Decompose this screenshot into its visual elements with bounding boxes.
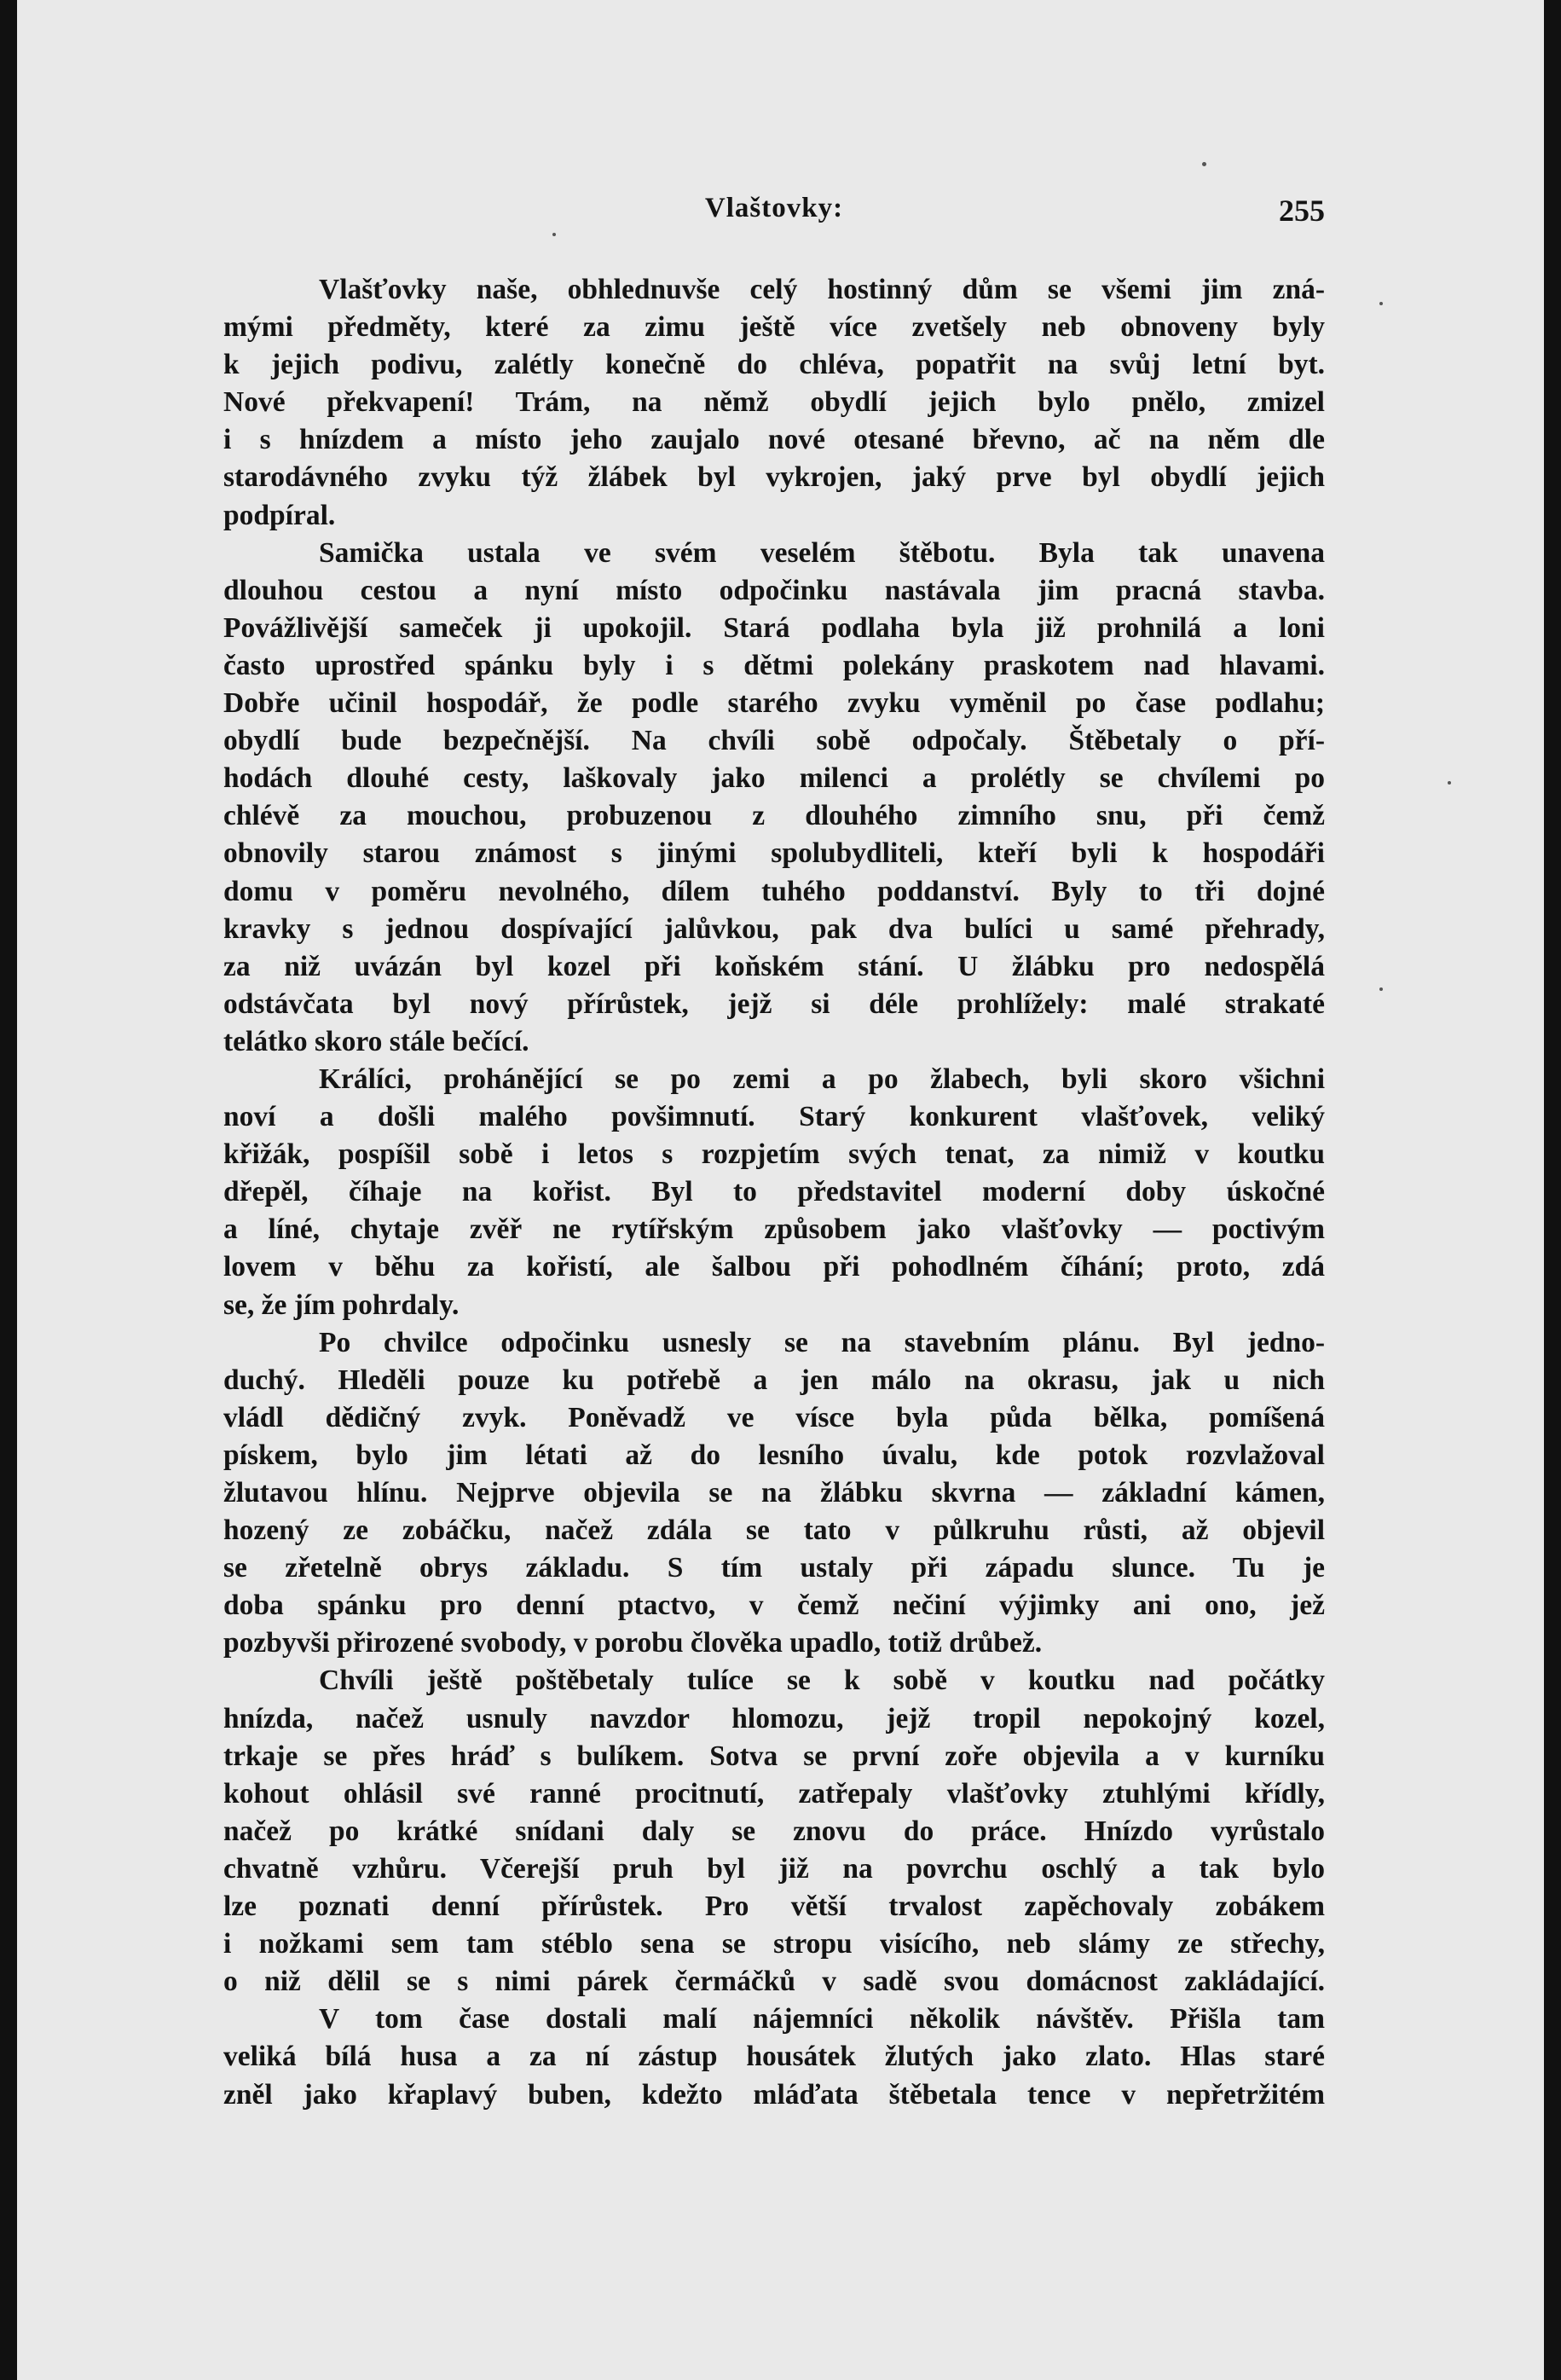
text-line: veliká bílá husa a za ní zástup housátek žlutých jako zlato. Hlas staré [223, 2041, 1325, 2073]
text-line: mými předměty, které za zimu ještě více zvetšely neb obnoveny byly [223, 311, 1325, 344]
text-line: za niž uvázán byl kozel při koňském stání. U žlábku pro nedospělá [223, 950, 1325, 982]
text-line: hozený ze zobáčku, načež zdála se tato v půlkruhu růsti, až objevil [223, 1514, 1325, 1547]
text-line: telátko skoro stále bečící. [223, 1025, 529, 1057]
text-line: Králíci, prohánějící se po zemi a po žlabech, byli skoro všichni [319, 1063, 1325, 1095]
text-line: obnovily starou známost s jinými spolubydliteli, kteří byli k hospodáři [223, 837, 1325, 870]
text-line: hodách dlouhé cesty, laškovaly jako milenci a prolétly se chvílemi po [223, 762, 1325, 795]
scan-speck [1379, 302, 1383, 305]
scan-border-left [0, 0, 17, 2380]
scan-speck [1202, 162, 1206, 166]
text-line: Dobře učinil hospodář, že podle starého zvyku vyměnil po čase podlahu; [223, 687, 1325, 720]
text-line: křižák, pospíšil sobě i letos s rozpjetím svých tenat, za nimiž v koutku [223, 1138, 1325, 1171]
text-line: dřepěl, číhaje na kořist. Byl to představitel moderní doby úskočné [223, 1176, 1325, 1208]
page-number: 255 [1279, 194, 1325, 228]
text-line: pískem, bylo jim létati až do lesního úvalu, kde potok rozvlažoval [223, 1439, 1325, 1471]
running-title: Vlaštovky: [704, 193, 844, 223]
scan-speck [1379, 987, 1383, 991]
text-line: k jejich podivu, zalétly konečně do chléva, popatřit na svůj letní byt. [223, 349, 1325, 381]
text-line: kohout ohlásil své ranné procitnutí, zatřepaly vlašťovky ztuhlými křídly, [223, 1777, 1325, 1810]
text-line: dlouhou cestou a nyní místo odpočinku nastávala jim pracná stavba. [223, 574, 1325, 606]
text-line: a líné, chytaje zvěř ne rytířským způsobem jako vlašťovky — poctivým [223, 1213, 1325, 1246]
text-line: trkaje se přes hráď s bulíkem. Sotva se první zoře objevila a v kurníku [223, 1740, 1325, 1772]
text-line: i nožkami sem tam stéblo sena se stropu visícího, neb slámy ze střechy, [223, 1928, 1325, 1960]
page-header [223, 193, 1325, 235]
text-line: pozbyvši přirozené svobody, v porobu člověka upadlo, totiž drůbež. [223, 1627, 1043, 1659]
text-line: často uprostřed spánku byly i s dětmi polekány praskotem nad hlavami. [223, 649, 1325, 681]
scan-border-right [1544, 0, 1561, 2380]
text-line: podpíral. [223, 499, 336, 531]
scan-speck [552, 233, 556, 236]
text-line: žlutavou hlínu. Nejprve objevila se na žlábku skvrna — základní kámen, [223, 1477, 1325, 1508]
text-line: V tom čase dostali malí nájemníci několik návštěv. Přišla tam [319, 2003, 1325, 2035]
text-line: se zřetelně obrys základu. S tím ustaly při západu slunce. Tu je [223, 1552, 1325, 1584]
text-line: chlévě za mouchou, probuzenou z dlouhého zimního snu, při čemž [223, 800, 1325, 832]
text-line: se, že jím pohrdaly. [223, 1288, 460, 1321]
text-line: kravky s jednou dospívající jalůvkou, pak dva bulíci u samé přehrady, [223, 912, 1325, 945]
text-line: o niž dělil se s nimi párek čermáčků v sadě svou domácnost zakládající. [223, 1966, 1325, 1998]
text-line: Samička ustala ve svém veselém štěbotu. Byla tak unavena [319, 536, 1325, 569]
text-line: chvatně vzhůru. Včerejší pruh byl již na povrchu oschlý a tak bylo [223, 1852, 1325, 1885]
text-line: načež po krátké snídani daly se znovu do práce. Hnízdo vyrůstalo [223, 1815, 1325, 1847]
text-line: i s hnízdem a místo jeho zaujalo nové otesané břevno, ač na něm dle [223, 424, 1325, 456]
text-line: lovem v běhu za kořistí, ale šalbou při pohodlném číhání; proto, zdá [223, 1251, 1325, 1283]
text-line: Povážlivější sameček ji upokojil. Stará podlaha byla již prohnilá a loni [223, 611, 1325, 644]
text-line: vládl dědičný zvyk. Poněvadž ve vísce byla půda bělka, pomíšená [223, 1401, 1325, 1433]
body-text [223, 271, 1325, 2114]
text-line: starodávného zvyku týž žlábek byl vykrojen, jaký prve byl obydlí jejich [223, 461, 1325, 494]
text-line: lze poznati denní přírůstek. Pro větší trvalost zapěchovaly zobákem [223, 1891, 1325, 1923]
text-line: noví a došli malého povšimnutí. Starý konkurent vlašťovek, veliký [223, 1101, 1325, 1133]
text-line: odstávčata byl nový přírůstek, jejž si déle prohlížely: malé strakaté [223, 987, 1325, 1020]
text-line: Vlašťovky naše, obhlednuvše celý hostinný dům se všemi jim zná- [319, 274, 1325, 305]
text-line: Nové překvapení! Trám, na němž obydlí jejich bylo pnělo, zmizel [223, 386, 1325, 419]
text-line: doba spánku pro denní ptactvo, v čemž nečiní výjimky ani ono, jež [223, 1590, 1325, 1622]
text-line: Po chvilce odpočinku usnesly se na stavebním plánu. Byl jedno- [319, 1326, 1325, 1358]
text-line: obydlí bude bezpečnější. Na chvíli sobě odpočaly. Štěbetaly o pří- [223, 725, 1325, 757]
text-line: hnízda, načež usnuly navzdor hlomozu, jejž tropil nepokojný kozel, [223, 1702, 1325, 1734]
text-line: duchý. Hleděli pouze ku potřebě a jen málo na okrasu, jak u nich [223, 1364, 1325, 1396]
scan-speck [1448, 781, 1451, 785]
text-line: Chvíli ještě poštěbetaly tulíce se k sobě v koutku nad počátky [319, 1665, 1325, 1697]
text-line: zněl jako křaplavý buben, kdežto mláďata štěbetala tence v nepřetržitém [223, 2078, 1325, 2111]
text-line: domu v poměru nevolného, dílem tuhého poddanství. Byly to tři dojné [223, 875, 1325, 907]
